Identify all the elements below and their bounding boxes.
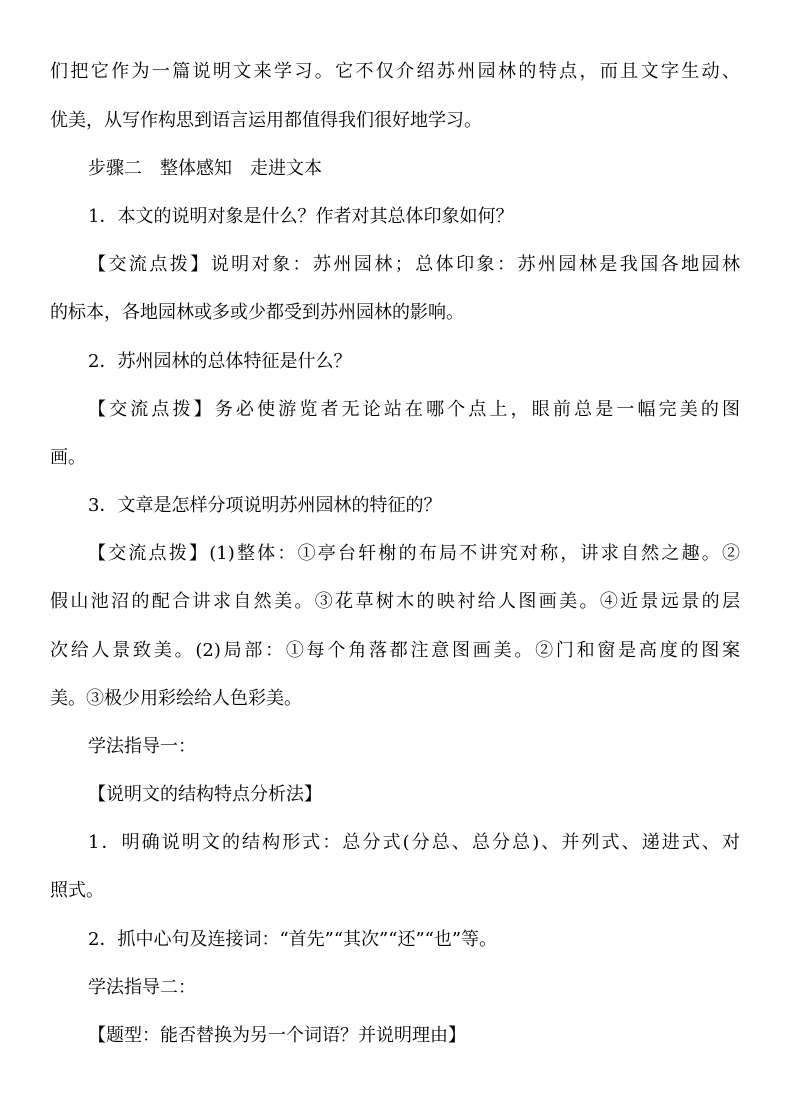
paragraph-line: 优美，从写作构思到语言运用都值得我们很好地学习。 (50, 110, 482, 131)
method-guide-1-title: 【说明文的结构特点分析法】 (88, 784, 322, 805)
method-guide-2-heading: 学法指导二： (88, 977, 196, 998)
answer-3-line: 假山池沼的配合讲求自然美。③花草树木的映衬给人图画美。④近景远景的层 (50, 591, 740, 612)
answer-1-line: 【交流点拨】说明对象：苏州园林；总体印象：苏州园林是我国各地园林 (88, 254, 740, 275)
question-1: 1．本文的说明对象是什么？作者对其总体印象如何？ (88, 206, 514, 227)
answer-2-line: 画。 (50, 447, 86, 468)
answer-3-line: 次给人景致美。(2)局部：①每个角落都注意图画美。②门和窗是高度的图案 (50, 640, 740, 661)
section-heading: 步骤二 整体感知 走进文本 (88, 158, 322, 179)
method-item-1-line: 照式。 (50, 880, 104, 901)
paragraph-line: 们把它作为一篇说明文来学习。它不仅介绍苏州园林的特点，而且文字生动、 (50, 61, 740, 82)
question-3: 3．文章是怎样分项说明苏州园林的特征的？ (88, 495, 442, 516)
answer-3-line: 美。③极少用彩绘给人色彩美。 (50, 688, 302, 709)
method-item-2: 2．抓中心句及连接词：“首先”“其次”“还”“也”等。 (88, 929, 498, 950)
answer-2-line: 【交流点拨】务必使游览者无论站在哪个点上，眼前总是一幅完美的图 (88, 399, 740, 420)
answer-1-line: 的标本，各地园林或多或少都受到苏州园林的影响。 (50, 302, 464, 323)
answer-3-line: 【交流点拨】(1)整体：①亭台轩榭的布局不讲究对称，讲求自然之趣。② (88, 543, 740, 564)
method-guide-2-title: 【题型：能否替换为另一个词语？并说明理由】 (88, 1025, 466, 1046)
method-item-1-line: 1．明确说明文的结构形式：总分式(分总、总分总)、并列式、递进式、对 (88, 832, 740, 853)
question-2: 2．苏州园林的总体特征是什么？ (88, 351, 352, 372)
method-guide-1-heading: 学法指导一： (88, 736, 196, 757)
